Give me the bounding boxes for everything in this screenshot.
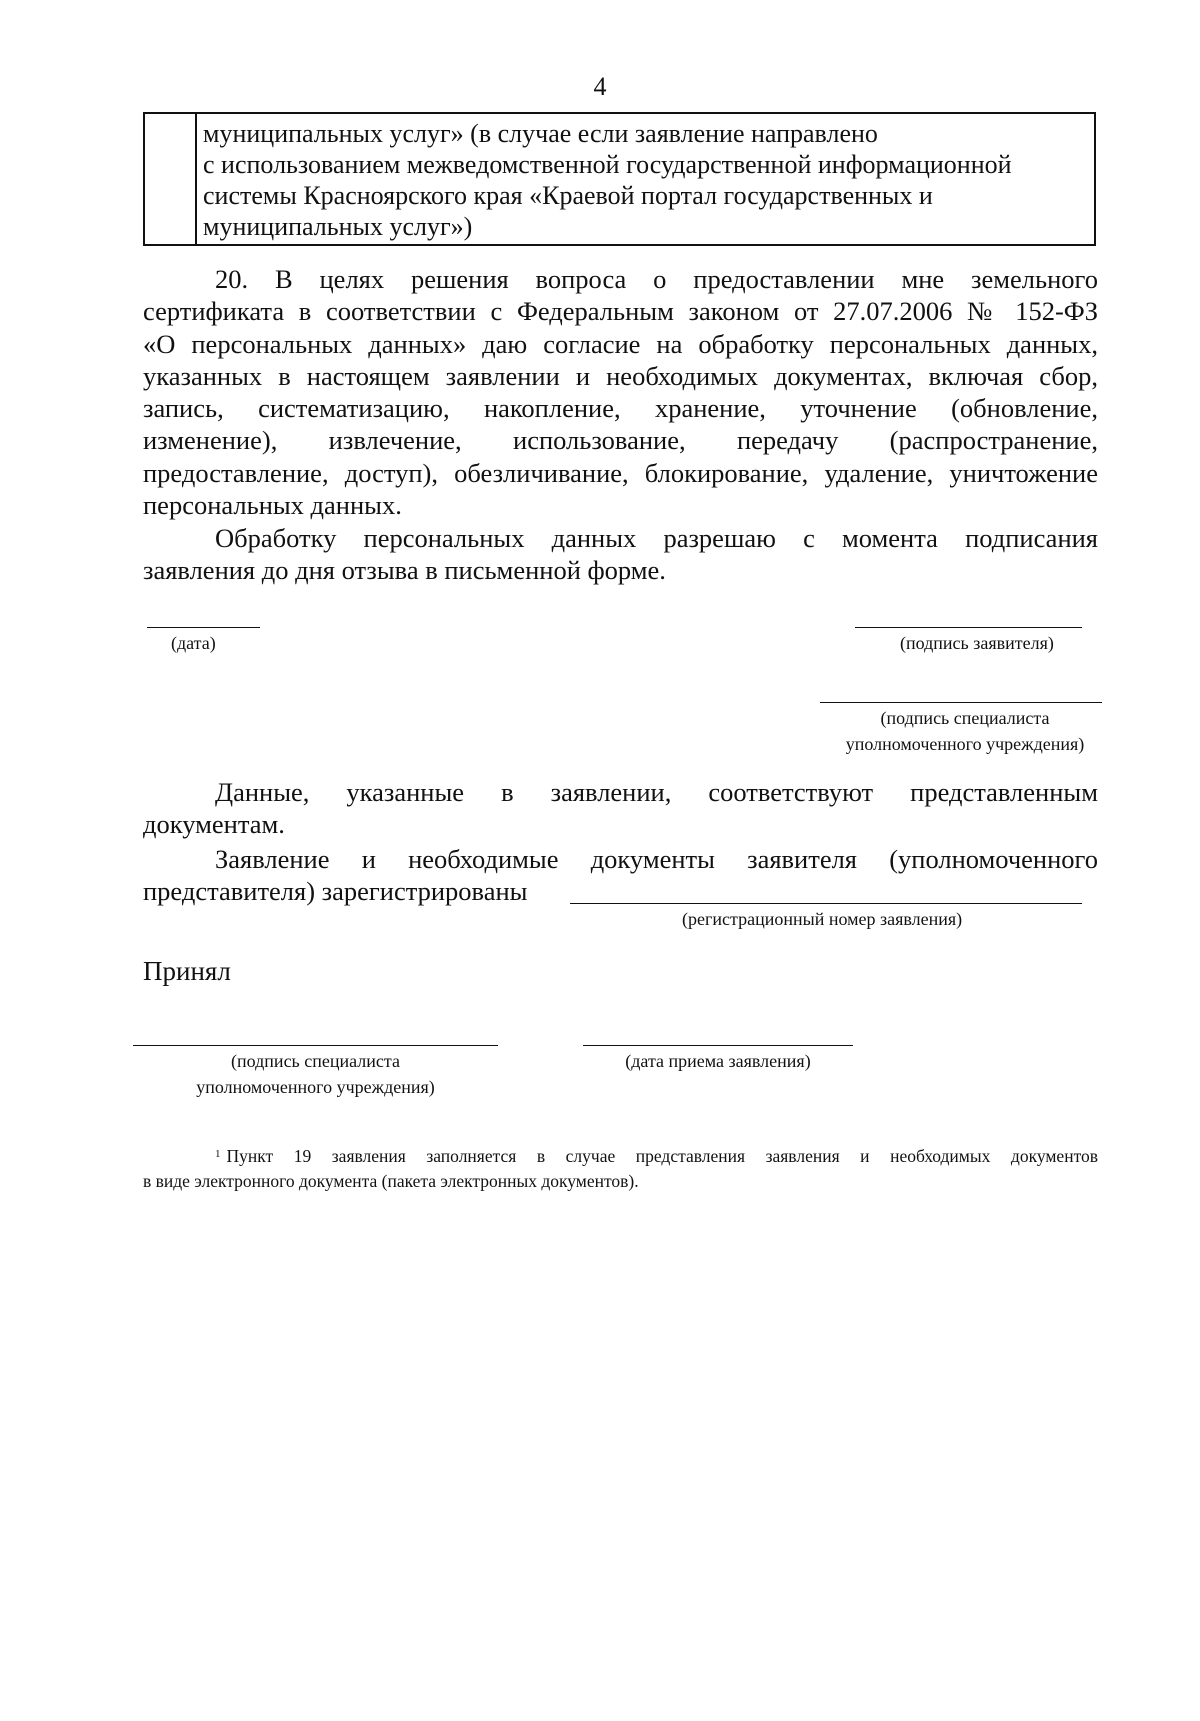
footnote-line [143,1144,1098,1169]
specialist-signature-line [820,702,1102,703]
table-row-continuation [143,112,1096,246]
registration-paragraph [143,843,1098,908]
consent-line: запись, систематизацию, накопление, хранение, уточнение (обновление, [143,393,1098,424]
table-text-cell [203,118,1088,242]
consent-line: 20. В целях решения вопроса о предоставлении мне земельного [215,264,1098,294]
table-line: системы Красноярского края «Краевой портал государственных и [203,181,933,210]
accept-date-label: (дата приема заявления) [625,1051,811,1071]
consent-line: изменение), извлечение, использование, передачу (распространение, [143,425,1098,456]
reg-number-label: (регистрационный номер заявления) [682,909,963,929]
accepted-signature-line [133,1045,498,1046]
footnote-text: Пункт 19 заявления заполняется в случае представления заявления и необходимых документов [226,1146,1098,1166]
applicant-signature-line [855,627,1082,628]
verification-paragraph [143,776,1098,841]
accepted-label-line: (подпись специалиста [231,1051,400,1071]
table-line: муниципальных услуг») [203,212,473,241]
specialist-signature-label [820,705,1110,757]
footnote-line: в виде электронного документа (пакета электронных документов). [143,1171,639,1191]
permission-paragraph [143,522,1098,587]
consent-line: указанных в настоящем заявлении и необходимых документах, включая сбор, [143,360,1098,391]
consent-line: «О персональных данных» даю согласие на обработку персональных данных, [143,328,1098,359]
table-line: муниципальных услуг» (в случае если заявление направлено [203,119,878,148]
specialist-label-line: (подпись специалиста [880,708,1050,728]
permission-line: Обработку персональных данных разрешаю с момента подписания [215,523,1098,553]
reg-number-line [570,903,1082,904]
applicant-signature-label: (подпись заявителя) [900,633,1054,653]
registration-line: Заявление и необходимые документы заявителя (уполномоченного [215,844,1098,874]
consent-line: сертификата в соответствии с Федеральным законом от 27.07.2006 № 152-ФЗ [143,296,1098,327]
accepted-title: Принял [143,956,231,986]
verification-line: Данные, указанные в заявлении, соответствуют представленным [215,777,1098,807]
date-signature-line [147,627,260,628]
permission-line: заявления до дня отзыва в письменной форме. [143,555,666,586]
footnote [143,1144,1098,1194]
table-empty-cell [145,114,197,244]
date-label: (дата) [171,633,216,653]
accepted-signature-label [133,1048,498,1100]
registration-line: представителя) зарегистрированы [143,876,528,907]
page-number: 4 [593,72,607,101]
table-line: с использованием межведомственной государственной информационной [203,150,1012,179]
accept-date-line [583,1045,853,1046]
verification-line: документам. [143,809,285,840]
specialist-label-line: уполномоченного учреждения) [845,734,1085,754]
consent-line: предоставление, доступ), обезличивание, блокирование, удаление, уничтожение [143,457,1098,488]
consent-line: персональных данных. [143,490,402,521]
consent-paragraph [143,263,1098,521]
accepted-label-line: уполномоченного учреждения) [196,1077,435,1097]
footnote-marker: 1 [215,1148,221,1160]
